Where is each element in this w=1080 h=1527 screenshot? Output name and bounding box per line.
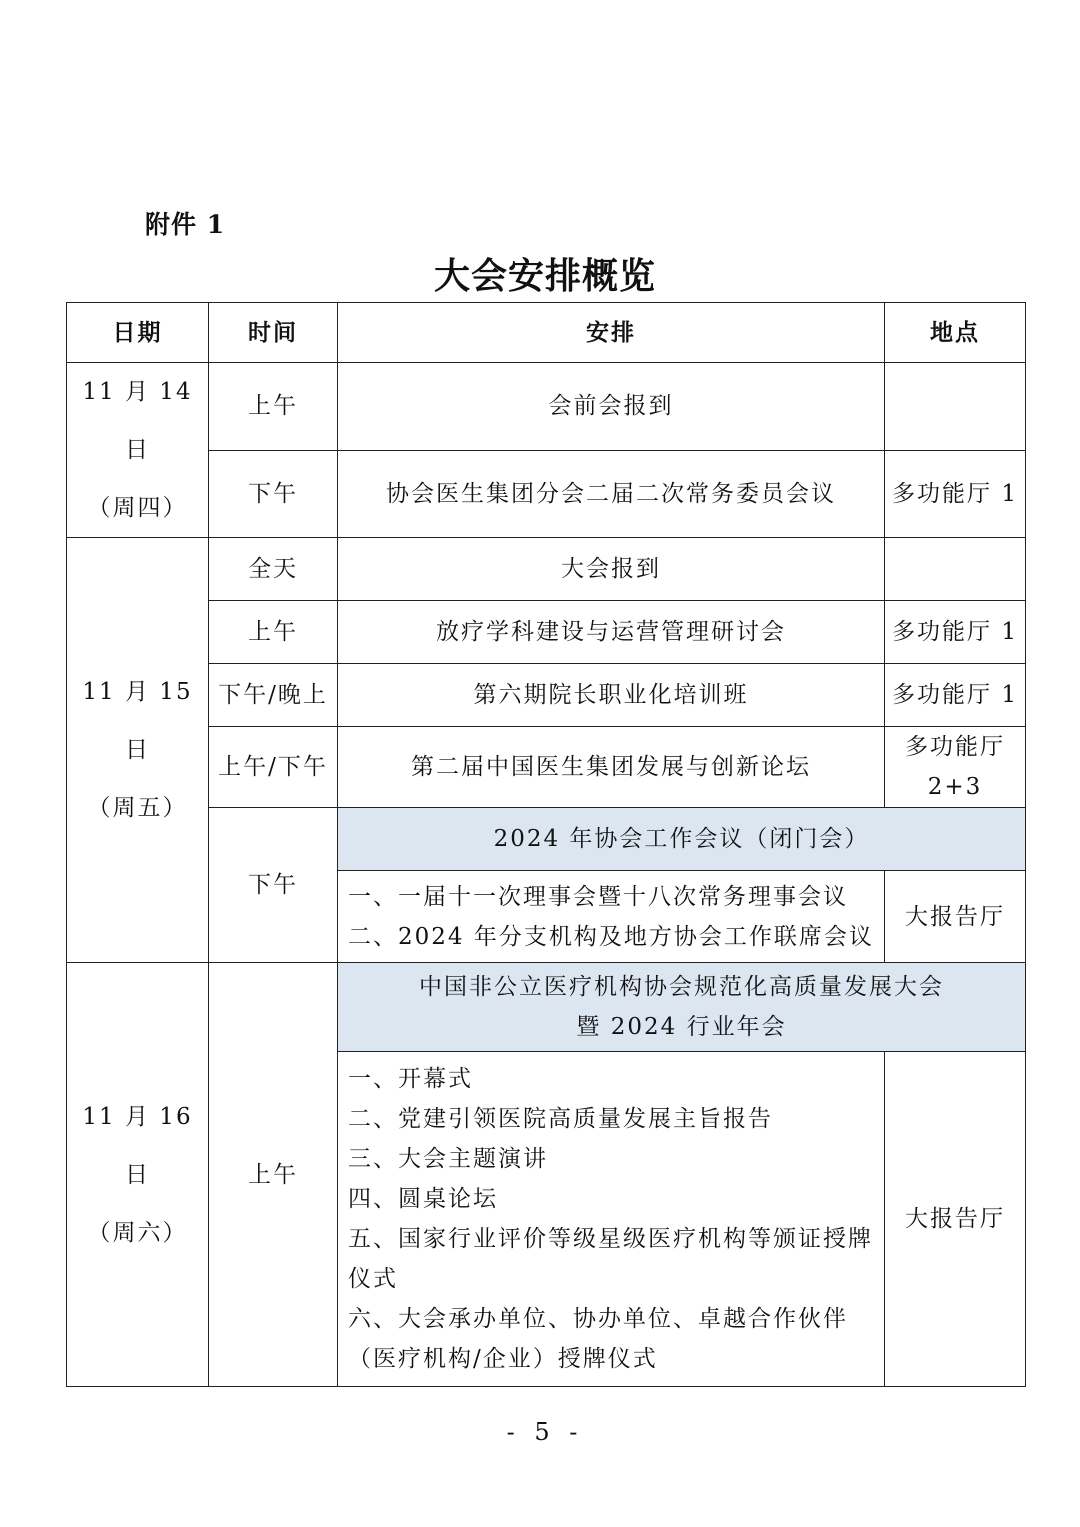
schedule-cell: 放疗学科建设与运营管理研讨会	[338, 601, 885, 664]
section-title-line: 中国非公立医疗机构协会规范化高质量发展大会	[419, 974, 944, 1000]
list-item: 一、一届十一次理事会暨十八次常务理事会议	[348, 883, 848, 910]
time-cell: 上午	[209, 963, 338, 1387]
table-row	[67, 808, 1026, 871]
location-line: 多功能厅	[905, 734, 1005, 760]
list-item: 四、圆桌论坛	[348, 1186, 498, 1212]
location-cell: 多功能厅 1	[885, 601, 1026, 664]
location-cell	[885, 363, 1026, 451]
time-cell: 下午	[209, 808, 338, 963]
table-row	[67, 601, 1026, 664]
header-schedule: 安排	[338, 303, 885, 363]
table-row	[67, 450, 1026, 538]
list-item: 三、大会主题演讲	[348, 1146, 548, 1172]
page-number: - 5 -	[506, 1418, 584, 1446]
time-cell: 上午	[209, 601, 338, 664]
date-text: 11 月 15 日	[82, 679, 193, 763]
date-cell	[67, 538, 209, 963]
section-title-line: 暨 2024 行业年会	[576, 1014, 787, 1040]
header-time: 时间	[209, 303, 338, 363]
time-cell: 下午	[209, 450, 338, 538]
list-item: 二、党建引领医院高质量发展主旨报告	[348, 1106, 773, 1132]
time-cell: 上午/下午	[209, 727, 338, 808]
table-row	[67, 363, 1026, 451]
schedule-list	[338, 871, 885, 963]
date-text: 11 月 16 日	[82, 1103, 193, 1188]
header-location: 地点	[885, 303, 1026, 363]
weekday-text: （周四）	[87, 495, 188, 521]
list-item: 六、大会承办单位、协办单位、卓越合作伙伴（医疗机构/企业）授牌仪式	[348, 1306, 848, 1372]
time-cell: 下午/晚上	[209, 664, 338, 727]
list-item: 五、国家行业评价等级星级医疗机构等颁证授牌仪式	[348, 1226, 873, 1292]
location-cell	[885, 727, 1026, 808]
schedule-list	[338, 1052, 885, 1387]
table-header-row	[67, 303, 1026, 363]
schedule-cell: 协会医生集团分会二届二次常务委员会议	[338, 450, 885, 538]
section-title: 2024 年协会工作会议（闭门会）	[338, 808, 1026, 871]
weekday-text: （周五）	[87, 795, 188, 821]
list-item: 一、开幕式	[348, 1066, 473, 1092]
time-cell: 全天	[209, 538, 338, 601]
location-cell: 大报告厅	[885, 871, 1026, 963]
location-cell: 大报告厅	[885, 1052, 1026, 1387]
location-line: 2+3	[927, 774, 983, 800]
schedule-cell: 会前会报到	[338, 363, 885, 451]
location-cell	[885, 538, 1026, 601]
location-cell: 多功能厅 1	[885, 450, 1026, 538]
location-cell: 多功能厅 1	[885, 664, 1026, 727]
table-row	[67, 727, 1026, 808]
section-title	[338, 963, 1026, 1052]
schedule-table	[66, 302, 1026, 1387]
schedule-cell: 大会报到	[338, 538, 885, 601]
attachment-label: 附件 1	[145, 210, 226, 239]
date-text: 11 月 14 日	[82, 379, 193, 463]
date-cell	[67, 963, 209, 1387]
date-cell	[67, 363, 209, 538]
time-cell: 上午	[209, 363, 338, 451]
weekday-text: （周六）	[87, 1219, 188, 1246]
list-item: 二、2024 年分支机构及地方协会工作联席会议	[348, 923, 874, 950]
page-title: 大会安排概览	[433, 255, 656, 297]
table-row	[67, 538, 1026, 601]
header-date: 日期	[67, 303, 209, 363]
table-row	[67, 963, 1026, 1052]
schedule-cell: 第六期院长职业化培训班	[338, 664, 885, 727]
table-row	[67, 664, 1026, 727]
schedule-cell: 第二届中国医生集团发展与创新论坛	[338, 727, 885, 808]
